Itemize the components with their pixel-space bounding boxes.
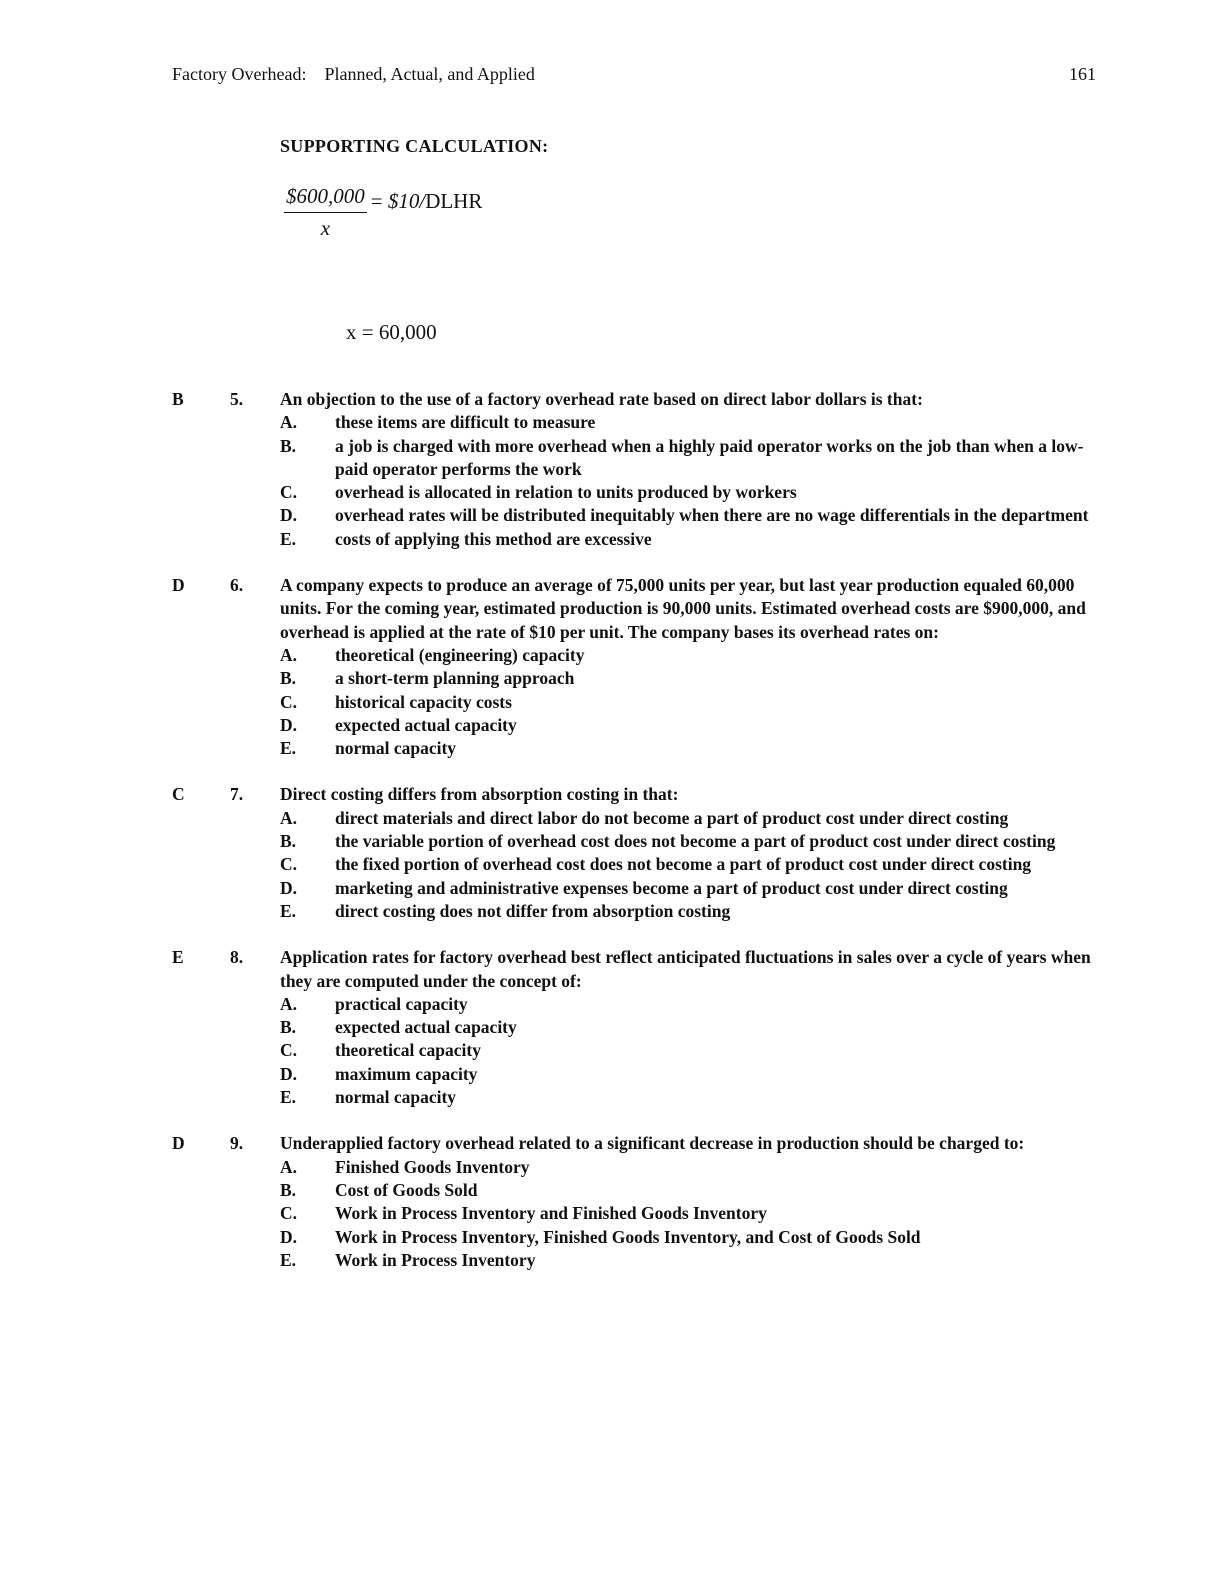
option-letter: E. [280, 738, 297, 759]
answer-option [280, 1086, 1092, 1109]
option-letter: B. [280, 831, 297, 852]
option-text: historical capacity costs [335, 691, 512, 712]
formula-rhs [371, 189, 483, 214]
option-letter: A. [280, 1156, 298, 1177]
option-letter: C. [280, 691, 298, 712]
answer-option [280, 691, 1092, 714]
question-number: 6. [230, 575, 244, 596]
answer-option [280, 853, 1092, 876]
option-letter: A. [280, 412, 298, 433]
answer-option [280, 1202, 1092, 1225]
option-text: normal capacity [335, 1087, 457, 1108]
fraction-denominator: x [320, 216, 331, 240]
question-stem: An objection to the use of a factory overhead rate based on direct labor dollars is that: [280, 389, 923, 409]
supporting-calculation-heading: SUPPORTING CALCULATION: [280, 136, 549, 156]
answer-option [280, 481, 1092, 504]
question-number: 5. [230, 389, 244, 409]
option-text: practical capacity [335, 993, 468, 1014]
option-letter: C. [280, 1203, 298, 1224]
option-letter: D. [280, 714, 298, 735]
fraction [284, 184, 367, 241]
question-stem: A company expects to produce an average of 75,000 units per year, but last year production equaled 60,000 units. For the coming year, estimated production is 90,000 units. Estimated overhead costs are $900,000, and overhead is applied at the rate of $10 per unit. The company bases its overhead rates on: [280, 575, 1086, 642]
chapter-title: Factory Overhead: Planned, Actual, and Applied [172, 64, 535, 84]
option-letter: A. [280, 807, 298, 828]
answer-key: C [172, 784, 185, 805]
option-text: overhead rates will be distributed inequitably when there are no wage differentials in the department [335, 505, 1089, 526]
option-letter: D. [280, 1063, 298, 1084]
option-letter: D. [280, 505, 298, 526]
option-text: direct costing does not differ from absorption costing [335, 900, 731, 921]
answer-option [280, 1249, 1092, 1272]
option-text: costs of applying this method are excessive [335, 528, 652, 549]
option-letter: B. [280, 1017, 297, 1038]
answer-option [280, 714, 1092, 737]
answer-option [280, 1039, 1092, 1062]
option-text: a job is charged with more overhead when a highly paid operator works on the job than when a low-paid operator performs the work [335, 435, 1084, 479]
option-letter: E. [280, 1087, 297, 1108]
option-text: theoretical (engineering) capacity [335, 644, 585, 665]
option-letter: D. [280, 1226, 298, 1247]
question-7 [172, 783, 1092, 923]
equals-sign: = [370, 189, 388, 213]
option-letter: E. [280, 1249, 297, 1270]
option-letter: C. [280, 482, 298, 503]
option-text: expected actual capacity [335, 714, 517, 735]
option-letter: C. [280, 1040, 298, 1061]
page-number: 161 [1069, 64, 1096, 84]
answer-option [280, 993, 1092, 1016]
answer-option [280, 1156, 1092, 1179]
option-text: the variable portion of overhead cost does not become a part of product cost under direct costing [335, 831, 1056, 852]
option-letter: D. [280, 877, 298, 898]
answer-option [280, 528, 1092, 551]
option-text: theoretical capacity [335, 1040, 481, 1061]
option-letter: E. [280, 528, 297, 549]
option-letter: B. [280, 668, 297, 689]
answer-option [280, 877, 1092, 900]
option-text: expected actual capacity [335, 1017, 517, 1038]
option-text: the fixed portion of overhead cost does not become a part of product cost under direct costing [335, 854, 1032, 875]
question-stem: Application rates for factory overhead best reflect anticipated fluctuations in sales over a cycle of years when they are computed under the concept of: [280, 947, 1091, 991]
answer-key: E [172, 947, 184, 968]
option-text: these items are difficult to measure [335, 412, 596, 433]
question-number: 9. [230, 1133, 244, 1154]
answer-option [280, 504, 1092, 527]
option-letter: B. [280, 435, 297, 456]
option-text: Finished Goods Inventory [335, 1156, 530, 1177]
answer-option [280, 1016, 1092, 1039]
answer-key: B [172, 389, 184, 409]
question-8 [172, 946, 1092, 1109]
question-number: 8. [230, 947, 244, 968]
question-list [172, 388, 1092, 1295]
question-6 [172, 574, 1092, 760]
question-stem: Underapplied factory overhead related to a significant decrease in production should be charged to: [280, 1133, 1025, 1154]
question-5 [172, 388, 1092, 551]
question-stem: Direct costing differs from absorption costing in that: [280, 784, 679, 805]
answer-option [280, 830, 1092, 853]
page-header [172, 64, 1096, 85]
answer-key: D [172, 575, 185, 596]
option-text: a short-term planning approach [335, 668, 575, 689]
answer-key: D [172, 1133, 185, 1154]
answer-option [280, 667, 1092, 690]
answer-option [280, 644, 1092, 667]
option-letter: A. [280, 644, 298, 665]
answer-option [280, 1179, 1092, 1202]
option-letter: C. [280, 854, 298, 875]
option-letter: E. [280, 900, 297, 921]
rate-formula [284, 184, 482, 241]
calculation-result: x = 60,000 [346, 320, 437, 344]
option-text: Work in Process Inventory [335, 1249, 536, 1270]
answer-option [280, 411, 1092, 434]
answer-option [280, 900, 1092, 923]
option-text: maximum capacity [335, 1063, 478, 1084]
option-text: Work in Process Inventory, Finished Goods Inventory, and Cost of Goods Sold [335, 1226, 921, 1247]
fraction-numerator: $600,000 [284, 184, 367, 213]
option-text: overhead is allocated in relation to units produced by workers [335, 482, 797, 503]
answer-option [280, 1226, 1092, 1249]
answer-option [280, 807, 1092, 830]
option-letter: A. [280, 993, 298, 1014]
option-text: marketing and administrative expenses become a part of product cost under direct costing [335, 877, 1008, 898]
question-number: 7. [230, 784, 244, 805]
option-text: Cost of Goods Sold [335, 1179, 478, 1200]
answer-option [280, 1063, 1092, 1086]
answer-option [280, 435, 1092, 482]
question-9 [172, 1132, 1092, 1272]
rate-value: $10/ [387, 189, 426, 213]
answer-option [280, 737, 1092, 760]
rate-unit: DLHR [425, 189, 483, 213]
option-letter: B. [280, 1179, 297, 1200]
option-text: Work in Process Inventory and Finished Goods Inventory [335, 1203, 767, 1224]
option-text: normal capacity [335, 738, 457, 759]
option-text: direct materials and direct labor do not become a part of product cost under direct costing [335, 807, 1009, 828]
